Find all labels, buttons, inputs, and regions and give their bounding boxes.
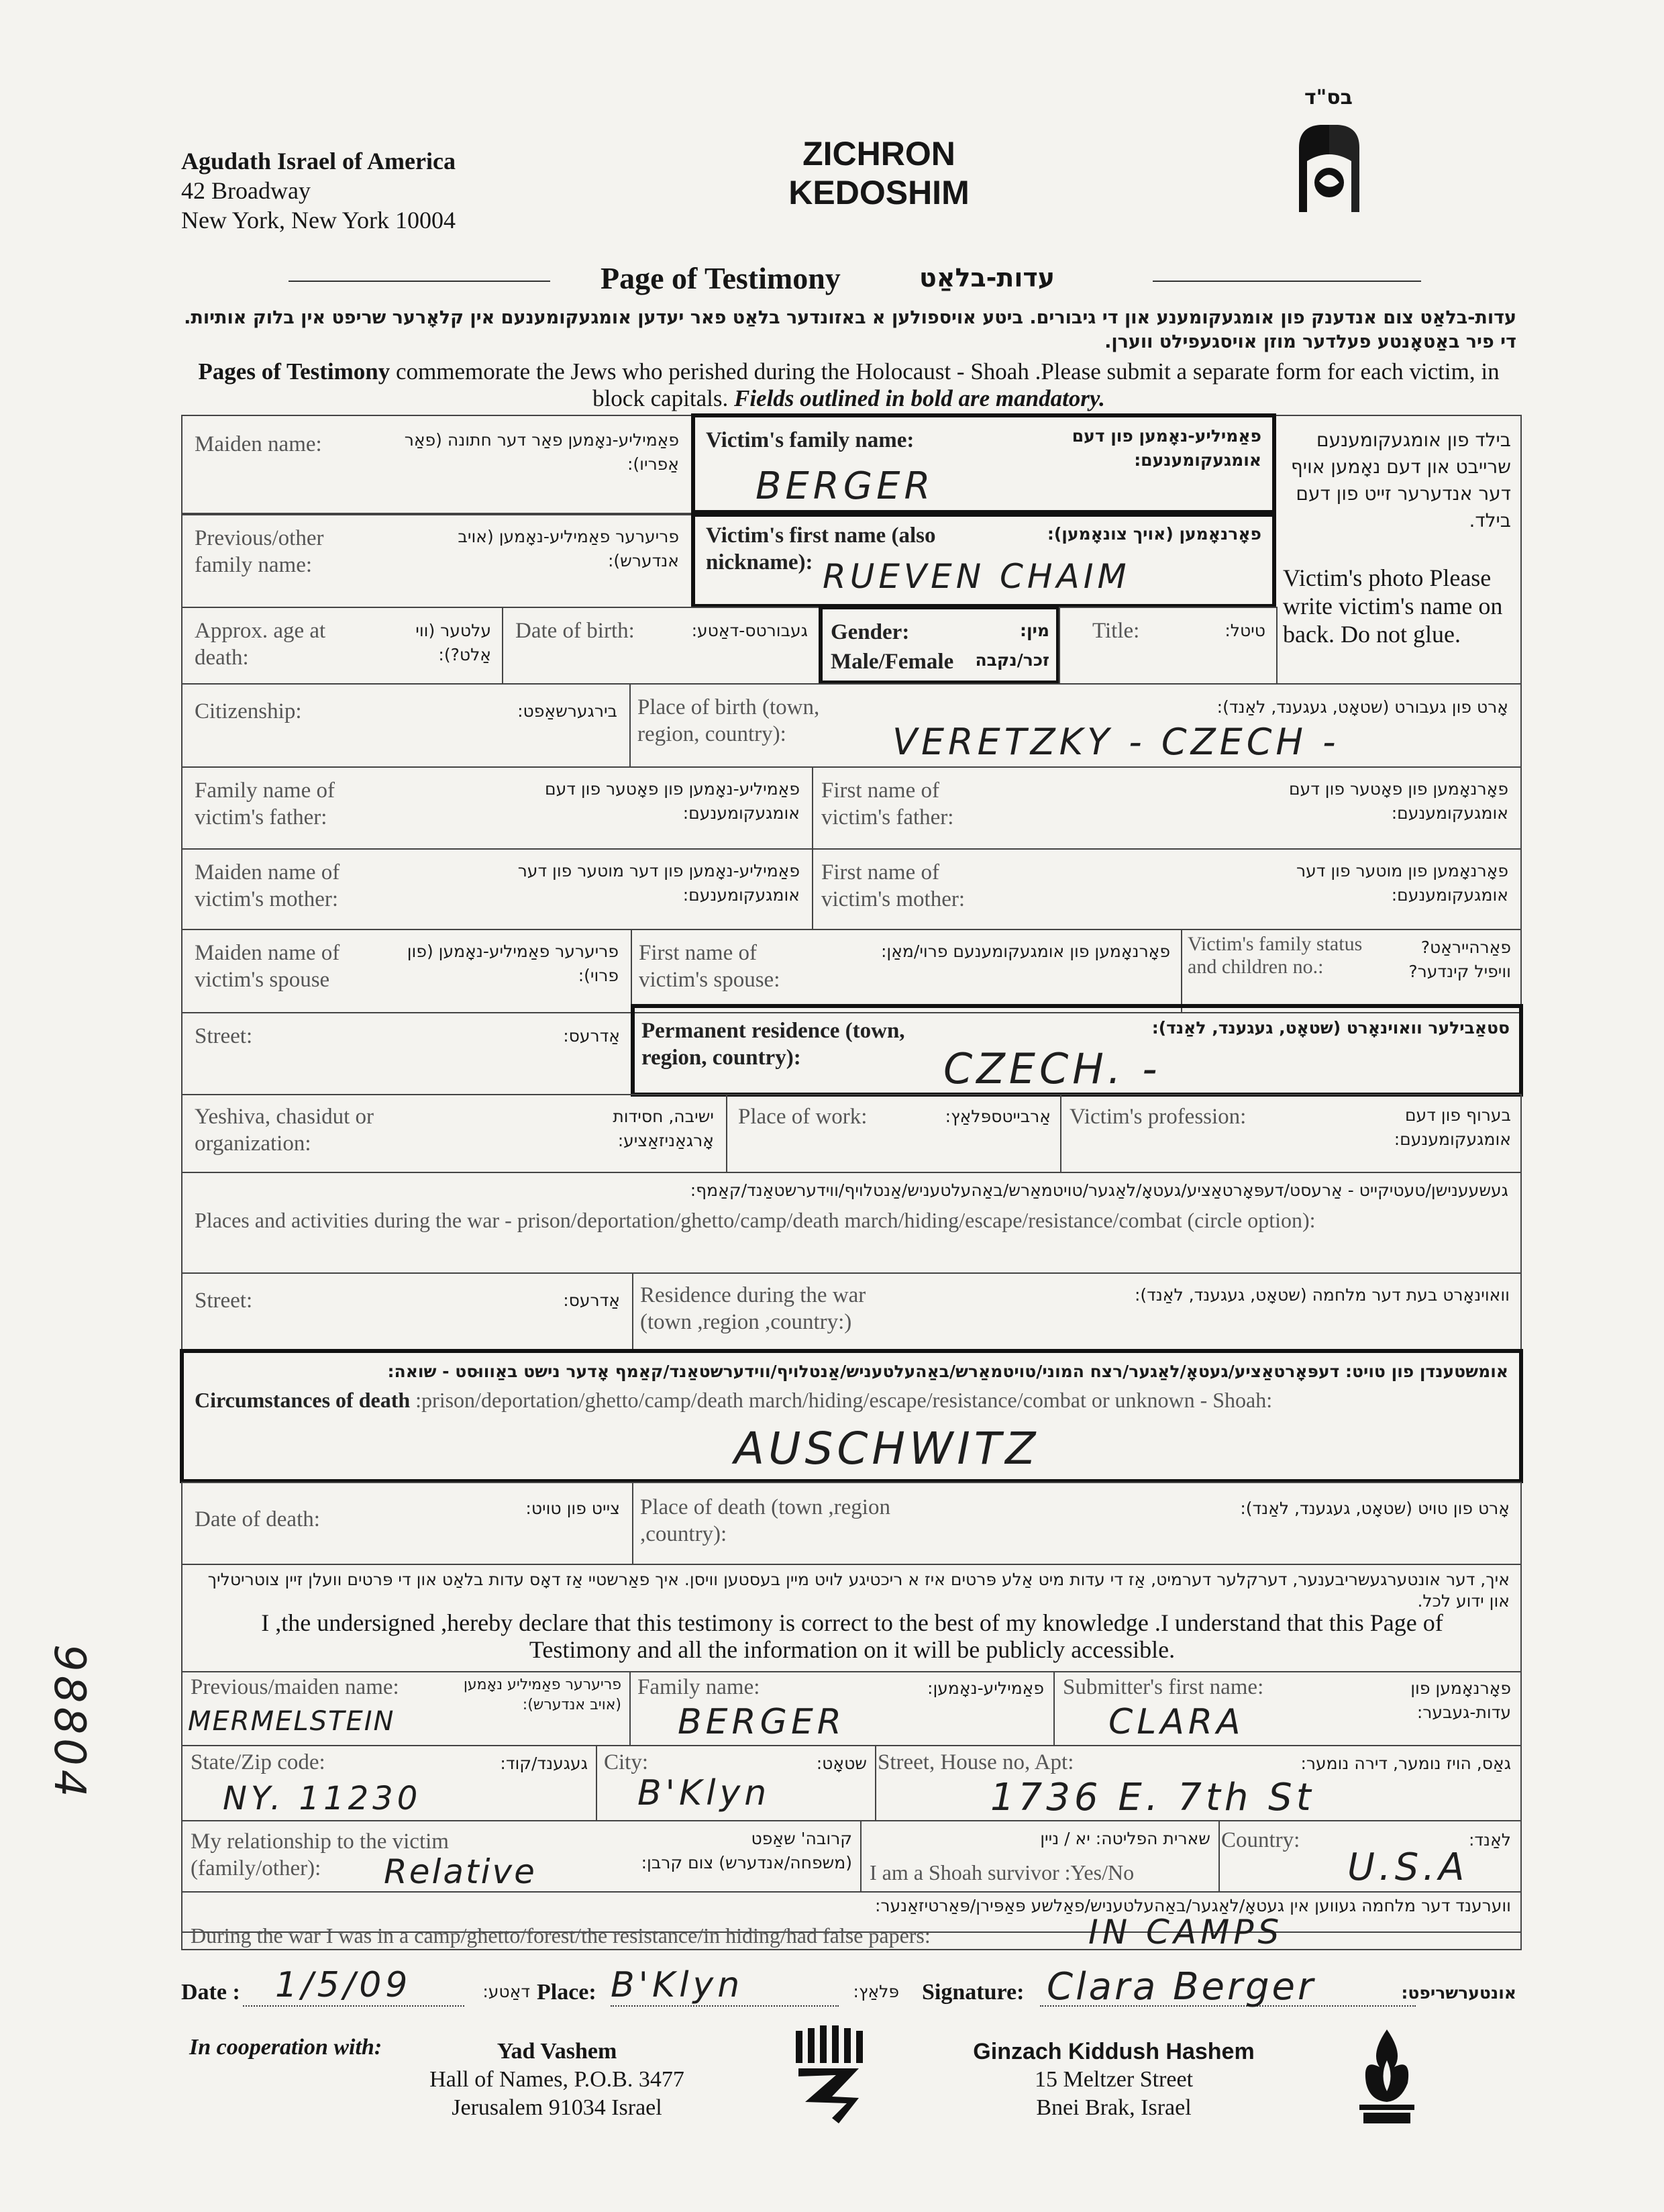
ginzach-address	[939, 2038, 1288, 2122]
place-death-label: Place of death (town ,region ,country):	[640, 1495, 890, 1546]
dob-label: Date of birth:	[515, 619, 635, 643]
war-activities-label: Places and activities during the war - prison/deportation/ghetto/camp/death march/hiding/escape/resistance/combat (circle option):	[195, 1208, 1316, 1232]
relationship-value[interactable]: Relative	[384, 1852, 537, 1891]
first-name-value[interactable]: RUEVEN CHAIM	[823, 557, 1131, 596]
family-status-label: Victim's family status and children no.:	[1188, 933, 1363, 978]
submitter-first-value[interactable]: CLARA	[1108, 1702, 1245, 1742]
photo-note-english: Victim's photo Please write victim's name on back. Do not glue.	[1283, 564, 1503, 648]
gender-options[interactable]: Male/Female	[831, 650, 954, 674]
margin-note: 98804	[44, 1644, 94, 1801]
cell-maiden-name[interactable]	[181, 415, 692, 514]
cell-place-of-work[interactable]	[726, 1094, 1061, 1173]
form-title	[705, 134, 1053, 212]
cell-war-street[interactable]	[181, 1272, 633, 1352]
cell-mother-maiden-name[interactable]	[181, 848, 813, 930]
birthplace-yiddish: אָרט פון געבורט (שטאָט, געגענד, לאַנד):	[1216, 697, 1508, 717]
war-whereabouts-yiddish: ווערענד דער מלחמה געווען אין געטאָ/לאַגער/באַהעלטעניש/פאַלשע פּאַפּירן/פּאַרטיזאַנער:	[875, 1896, 1511, 1915]
cell-place-of-birth[interactable]	[629, 683, 1522, 768]
age-yiddish: עלטער (ווי אַלט?):	[415, 621, 491, 664]
father-first-label: First name of victim's father:	[821, 778, 954, 830]
cell-war-whereabouts[interactable]	[181, 1891, 1522, 1950]
title-rule-left	[289, 281, 550, 282]
cell-permanent-residence[interactable]	[631, 1004, 1523, 1097]
bsd-mark: בס"ד	[1304, 86, 1353, 109]
yv-name: Yad Vashem	[497, 2039, 617, 2064]
maiden-name-yiddish: פאַמיליע-נאָמען פאַר דער חתונה (פאַר אַפריו):	[404, 430, 679, 474]
submitter-city-value[interactable]: B'Klyn	[637, 1773, 771, 1813]
prev-family-label: Previous/other family name:	[195, 526, 324, 577]
title-label: Title:	[1092, 619, 1140, 643]
place-underline	[611, 2005, 839, 2007]
circumstances-bold: Circumstances of death	[195, 1388, 411, 1412]
circumstances-yiddish: אומשטענדן פון טויט: דעפּאָרטאַציע/געטאָ/לאַגער/רצח המוני/טויטמאַרש/באַהעלטעניש/אַנטלויף/ווידערשטאַנד/קאַמף אָדער נישט באַוווּסט - שואה:	[387, 1362, 1508, 1381]
prev-family-yiddish: פריערער פאַמיליע-נאָמען (אויב אנדערש):	[458, 527, 679, 570]
cell-submitter-street[interactable]	[875, 1745, 1522, 1821]
cell-yeshiva[interactable]	[181, 1094, 727, 1173]
circumstances-options: :prison/deportation/ghetto/camp/death march/hiding/escape/resistance/combat or unknown - Shoah:	[410, 1388, 1273, 1412]
submitter-city-label: City:	[604, 1750, 649, 1774]
gender-label: Gender:	[831, 620, 910, 644]
mother-maiden-yiddish: פאַמיליע-נאָמען פון דער מוטער פון דער אומגעקומענעם:	[517, 861, 800, 905]
submitter-family-yiddish: פאַמיליע-נאָמען:	[927, 1678, 1044, 1698]
cell-submitter-family[interactable]	[629, 1671, 1055, 1746]
place-yiddish: פּלאַץ:	[853, 1982, 899, 2001]
org-name: Agudath Israel of America	[181, 148, 456, 174]
cell-submitter-country[interactable]	[1218, 1820, 1522, 1893]
relationship-yiddish: קרובה' שאַפט (משפחה/אנדערש) צום קרבן:	[641, 1829, 852, 1872]
signature-yiddish: אונטערשריפט:	[1401, 1983, 1516, 2003]
cell-family-status[interactable]	[1181, 929, 1522, 1013]
cell-circumstances-of-death[interactable]	[180, 1349, 1523, 1483]
page-title-yiddish: עדות-בלאַט	[919, 263, 1055, 293]
gender-yiddish: מין:	[1019, 621, 1049, 640]
date-death-label: Date of death:	[195, 1507, 320, 1531]
family-name-value[interactable]: BERGER	[756, 464, 935, 508]
cell-date-of-death[interactable]	[181, 1482, 633, 1565]
submitter-zip-value[interactable]: NY. 11230	[223, 1780, 422, 1817]
residence-label: Permanent residence (town, region, country):	[641, 1019, 905, 1070]
mother-first-label: First name of victim's mother:	[821, 860, 966, 911]
work-yiddish: אַרבייטספּלאַץ:	[945, 1107, 1051, 1126]
residence-yiddish: סטאַבילער וואוינאָרט (שטאָט, געגענד, לאַנד):	[1151, 1018, 1510, 1038]
submitter-maiden-yiddish: פריערער פאַמיליע נאָמען (אויב אנדערש):	[463, 1676, 621, 1713]
maiden-name-label: Maiden name:	[195, 432, 322, 456]
country-label: Country:	[1221, 1828, 1300, 1852]
submitter-family-label: Family name:	[637, 1675, 760, 1699]
birthplace-value[interactable]: VERETZKY - CZECH -	[892, 721, 1340, 763]
declaration-yiddish: איך, דער אונטערגעשריבענער, דערקלער דערמיט, אַז די עדות מיט אַלע פּרטים איז א ריכטיגע לויט מיין בעסטען וויסן. איך פאַרשטיי אַז דאָס עדות בלאַט און די פּרטים וועלן זיין צוטריטליך און ידוע לכל.	[207, 1570, 1510, 1611]
country-yiddish: לאַנד:	[1468, 1830, 1511, 1850]
family-name-label: Victim's family name:	[706, 428, 915, 452]
footer-coop: In cooperation with:	[189, 2035, 382, 2060]
cell-age[interactable]	[181, 607, 503, 685]
work-label: Place of work:	[738, 1105, 868, 1129]
country-value[interactable]: U.S.A	[1347, 1846, 1469, 1889]
title-kedoshim: KEDOSHIM	[788, 174, 970, 211]
profession-yiddish: בערוף פון דעם אומגעקומענעם:	[1394, 1105, 1511, 1149]
ginzach-logo	[1350, 2027, 1424, 2127]
gk-name: Ginzach Kiddush Hashem	[973, 2039, 1255, 2064]
intro-yiddish: עדות-בלאַט צום אנדענק פון אומגעקומענע און די גיבורים. ביטע אויספולען א באזונדער בלאַט פאר יעדען אומגעקומענעם אין קלאָרער שריפט אין בלוק אותיות. די פיר באַטאָנטע פעלדער מוזן אויסגעפילט ווערן.	[184, 307, 1516, 352]
profession-label: Victim's profession:	[1070, 1105, 1247, 1129]
war-whereabouts-label: During the war I was in a camp/ghetto/forest/the resistance/in hiding/had false papers:	[191, 1923, 931, 1948]
yeshiva-yiddish: ישיבה, חסידות אָרגאַניזאַציע:	[613, 1107, 714, 1150]
submitter-street-label: Street, House no, Apt:	[878, 1750, 1074, 1774]
cell-victim-first-name[interactable]	[691, 513, 1276, 608]
spouse-maiden-label: Maiden name of victim's spouse	[195, 941, 340, 992]
signature-line	[181, 1965, 1523, 2019]
relationship-label: My relationship to the victim (family/other):	[191, 1829, 449, 1880]
gender-options-yiddish: זכר/נקבה	[975, 650, 1049, 670]
circumstances-value[interactable]: AUSCHWITZ	[734, 1423, 1040, 1474]
cell-title[interactable]	[1059, 607, 1278, 685]
submitter-maiden-label: Previous/maiden name:	[191, 1675, 399, 1699]
cell-street[interactable]	[181, 1012, 633, 1095]
cell-father-first-name[interactable]	[812, 766, 1522, 850]
cell-previous-family-name[interactable]	[181, 514, 692, 608]
intro-bold: Pages of Testimony	[198, 358, 391, 385]
cell-place-of-death[interactable]	[632, 1482, 1522, 1565]
submitter-city-yiddish: שטאָט:	[816, 1754, 867, 1773]
cell-spouse-maiden-name[interactable]	[181, 929, 632, 1013]
title-rule-right	[1153, 281, 1421, 282]
citizenship-label: Citizenship:	[195, 699, 302, 723]
mother-first-yiddish: פאָרנאָמען פון מוטער פון דער אומגעקומענעם:	[1296, 861, 1508, 905]
war-street-label: Street:	[195, 1289, 253, 1313]
father-family-yiddish: פאַמיליע-נאָמען פון פאָטער פון דעם אומגעקומענעם:	[545, 779, 800, 823]
age-label: Approx. age at death:	[195, 619, 326, 670]
residence-value[interactable]: CZECH. -	[943, 1044, 1161, 1093]
cell-date-of-birth[interactable]	[502, 607, 820, 685]
date-death-yiddish: צייט פון טויט:	[525, 1499, 620, 1518]
gk-line1: 15 Meltzer Street	[1034, 2067, 1194, 2092]
spouse-first-yiddish: פאָרנאָמען פון אומגעקומענעם פרוי/מאַן:	[880, 942, 1170, 961]
street-yiddish: אַדרעס:	[563, 1026, 620, 1046]
gk-line2: Bnei Brak, Israel	[1036, 2095, 1192, 2120]
zichron-kedoshim-logo	[1294, 121, 1365, 215]
war-whereabouts-value[interactable]: IN CAMPS	[1088, 1913, 1284, 1952]
father-family-label: Family name of victim's father:	[195, 778, 335, 830]
cell-spouse-first-name[interactable]	[631, 929, 1182, 1013]
place-label: Place:	[537, 1980, 596, 2005]
signature-label: Signature:	[922, 1980, 1025, 2005]
survivor-yiddish: שארית הפליטה: יא / ניין	[1040, 1829, 1210, 1848]
yv-line1: Hall of Names, P.O.B. 3477	[429, 2067, 684, 2092]
first-name-label: Victim's first name (also nickname):	[706, 523, 936, 574]
date-value[interactable]: 1/5/09	[275, 1965, 412, 2005]
cell-mother-first-name[interactable]	[812, 848, 1522, 930]
first-name-yiddish: פאָרנאָמען (אויך צונאָמען):	[1047, 524, 1261, 544]
street-label: Street:	[195, 1024, 253, 1048]
org-city: New York, New York 10004	[181, 207, 456, 234]
intro-mandatory: Fields outlined in bold are mandatory.	[733, 385, 1105, 411]
war-street-yiddish: אַדרעס:	[563, 1291, 620, 1310]
submitter-zip-yiddish: געגענד/קוד:	[500, 1754, 588, 1773]
war-residence-yiddish: וואוינאָרט בעת דער מלחמה (שטאָט, געגענד, לאַנד):	[1134, 1285, 1510, 1305]
cell-submitter-city[interactable]	[596, 1745, 876, 1821]
place-death-yiddish: אָרט פון טויט (שטאָט, געגענד, לאַנד):	[1240, 1499, 1510, 1518]
submitter-first-yiddish: פאָרנאָמען פון עדות-געבער:	[1410, 1678, 1511, 1722]
org-street: 42 Broadway	[181, 177, 311, 204]
spouse-maiden-yiddish: פריערער פאַמיליע-נאָמען (פון פרוי):	[407, 942, 619, 985]
survivor-label: I am a Shoah survivor :Yes/No	[870, 1860, 1135, 1884]
place-value[interactable]: B'Klyn	[611, 1965, 744, 2005]
date-yiddish: דאַטע:	[482, 1982, 530, 2001]
birthplace-label: Place of birth (town, region, country):	[637, 695, 820, 746]
yad-vashem-logo	[792, 2024, 872, 2125]
date-label: Date :	[181, 1980, 240, 2005]
cell-war-activities[interactable]	[181, 1172, 1522, 1274]
org-address	[181, 146, 557, 235]
yad-vashem-address	[416, 2038, 698, 2122]
date-underline	[243, 2005, 464, 2007]
yeshiva-label: Yeshiva, chasidut or organization:	[195, 1105, 374, 1156]
cell-gender[interactable]	[819, 605, 1060, 685]
page-title: Page of Testimony	[601, 261, 841, 295]
submitter-family-value[interactable]: BERGER	[678, 1702, 845, 1742]
submitter-maiden-value[interactable]: MERMELSTEIN	[188, 1706, 395, 1737]
cell-citizenship[interactable]	[181, 683, 631, 768]
title-zichron: ZICHRON	[802, 135, 955, 172]
declaration-english: I ,the undersigned ,hereby declare that this testimony is correct to the best of my knowledge .I understand that this Page of Testimony and all the information on it will be publicly accessible.	[261, 1609, 1443, 1663]
mother-maiden-label: Maiden name of victim's mother:	[195, 860, 340, 911]
submitter-zip-label: State/Zip code:	[191, 1750, 325, 1774]
submitter-first-label: Submitter's first name:	[1063, 1675, 1264, 1699]
cell-submitter-relationship[interactable]	[181, 1820, 862, 1893]
cell-submitter-maiden[interactable]	[181, 1671, 631, 1746]
family-name-yiddish: פאַמיליע-נאָמען פון דעם אומגעקומענעם:	[1072, 426, 1261, 470]
family-status-yiddish: פאַרהייראַט? וויפיל קינדער?	[1408, 938, 1511, 981]
title-yiddish: טיטל:	[1225, 621, 1265, 640]
circumstances-label	[195, 1387, 1510, 1413]
war-activities-yiddish: געשעענישן/טעטיקייט - אַרעסט/דעפּאָרטאַציע/געטאָ/לאַגער/טויטמאַרש/באַהעלטעניש/אַנטלויף/ווידערשטאַנד/קאַמף:	[690, 1180, 1508, 1200]
father-first-yiddish: פאָרנאָמען פון פאָטער פון דעם אומגעקומענעם:	[1288, 779, 1508, 823]
dob-yiddish: געבורטס-דאַטע:	[691, 621, 808, 640]
cell-father-family-name[interactable]	[181, 766, 813, 850]
spouse-first-label: First name of victim's spouse:	[639, 941, 780, 992]
cell-submitter-zip[interactable]	[181, 1745, 597, 1821]
submitter-street-value[interactable]: 1736 E. 7th St	[990, 1776, 1315, 1819]
submitter-street-yiddish: גאַס, הויז נומער, דירה נומער:	[1300, 1754, 1511, 1773]
signature-value[interactable]: Clara Berger	[1047, 1965, 1316, 2009]
cell-shoah-survivor[interactable]	[860, 1820, 1220, 1893]
photo-note-yiddish: בילד פון אומגעקומענעם שרייבט און דעם נאָמען אויף דער אנדערער זייט פון דעם בילד.	[1290, 429, 1511, 532]
cell-victim-family-name[interactable]	[691, 413, 1276, 514]
cell-submitter-first[interactable]	[1053, 1671, 1522, 1746]
intro-english	[181, 358, 1516, 412]
war-residence-label: Residence during the war (town ,region ,country:)	[640, 1283, 866, 1334]
yv-line2: Jerusalem 91034 Israel	[452, 2095, 662, 2120]
intro-text: commemorate the Jews who perished during the Holocaust - Shoah .Please submit a separate form for each victim, in block capitals.	[390, 358, 1500, 411]
citizenship-yiddish: בירגערשאַפט:	[517, 701, 617, 721]
cell-war-residence[interactable]	[632, 1272, 1522, 1352]
cell-profession[interactable]	[1060, 1094, 1522, 1173]
